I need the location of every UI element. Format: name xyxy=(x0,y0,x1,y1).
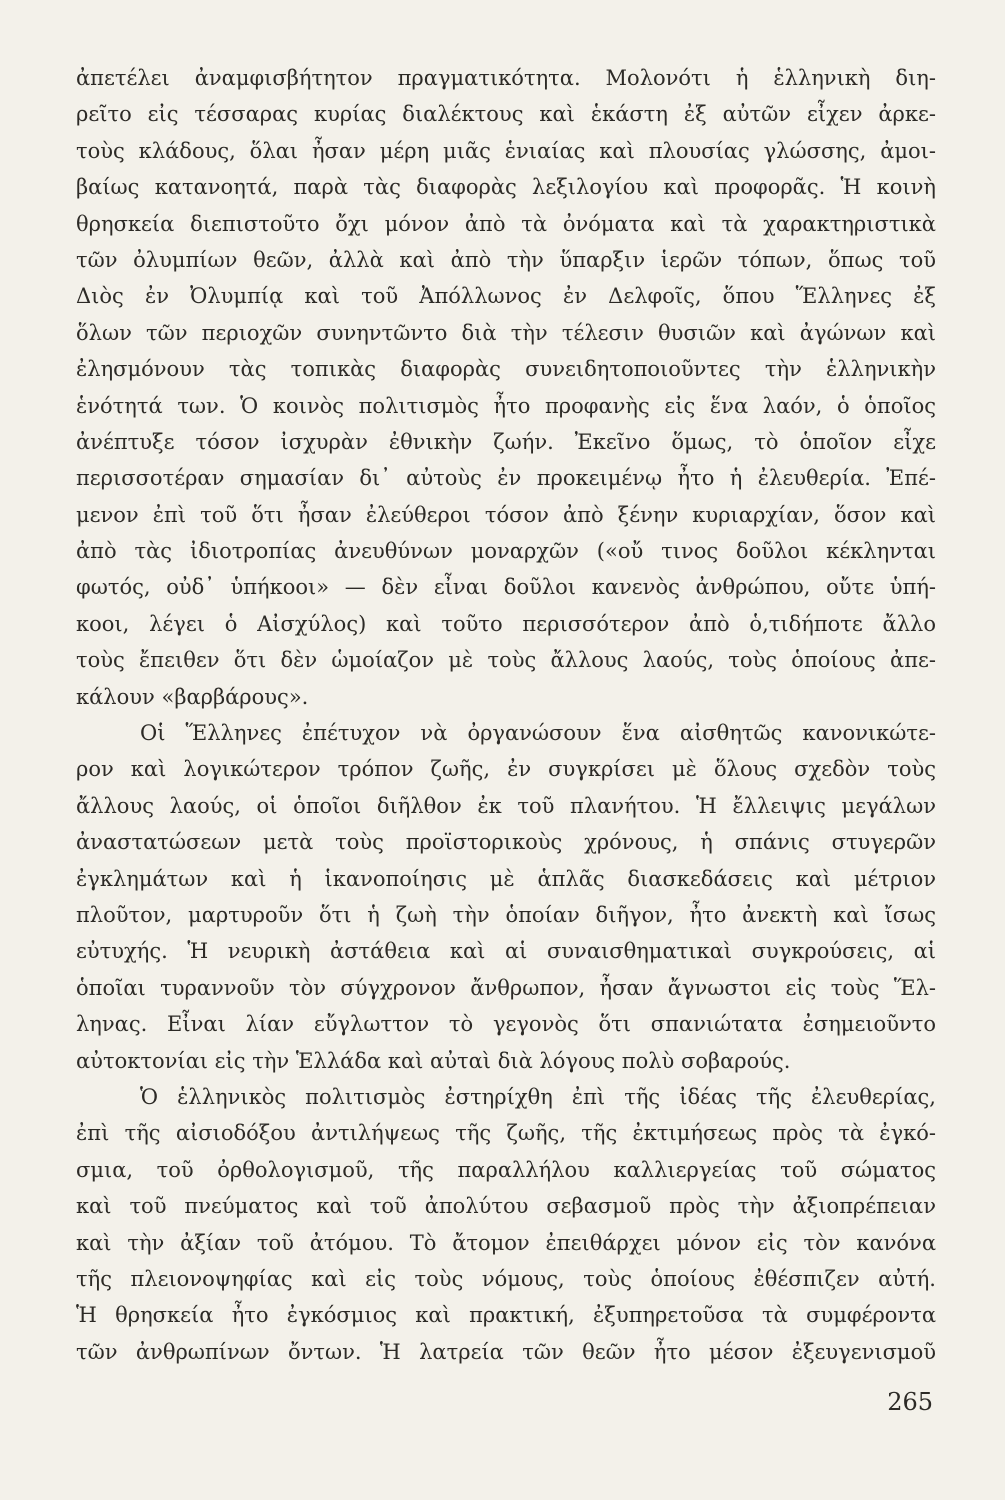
text-line: Ὁ ἑλληνικὸς πολιτισμὸς ἐστηρίχθη ἐπὶ τῆς ἰδέας τῆς ἐλευθερίας, xyxy=(140,1084,936,1109)
text-line: περισσοτέραν σημασίαν δι᾽ αὐτοὺς ἐν προκειμένῳ ἦτο ἡ ἐλευθερία. Ἐπέ- xyxy=(76,466,936,491)
text-line: ρον καὶ λογικώτερον τρόπον ζωῆς, ἐν συγκρίσει μὲ ὅλους σχεδὸν τοὺς xyxy=(76,757,936,782)
text-line: βαίως κατανοητά, παρὰ τὰς διαφορὰς λεξιλογίου καὶ προφορᾶς. Ἡ κοινὴ xyxy=(76,175,936,200)
text-line: τοὺς ἔπειθεν ὅτι δὲν ὡμοίαζον μὲ τοὺς ἄλλους λαούς, τοὺς ὁποίους ἀπε- xyxy=(76,648,936,673)
text-line: ἐλησμόνουν τὰς τοπικὰς διαφορὰς συνειδητοποιοῦντες τὴν ἑλληνικὴν xyxy=(76,357,936,382)
text-line: τῶν ἀνθρωπίνων ὄντων. Ἡ λατρεία τῶν θεῶν ἦτο μέσον ἐξευγενισμοῦ xyxy=(76,1339,936,1364)
text-line: πλοῦτον, μαρτυροῦν ὅτι ἡ ζωὴ τὴν ὁποίαν διῆγον, ἦτο ἀνεκτὴ καὶ ἴσως xyxy=(76,902,936,927)
text-line: Διὸς ἐν Ὀλυμπίᾳ καὶ τοῦ Ἀπόλλωνος ἐν Δελφοῖς, ὅπου Ἕλληνες ἐξ xyxy=(76,284,936,309)
text-line: σμια, τοῦ ὀρθολογισμοῦ, τῆς παραλλήλου καλλιεργείας τοῦ σώματος xyxy=(76,1157,936,1182)
page-number: 265 xyxy=(887,1388,933,1416)
text-line: ἀνέπτυξε τόσον ἰσχυρὰν ἐθνικὴν ζωήν. Ἐκεῖνο ὅμως, τὸ ὁποῖον εἶχε xyxy=(76,429,936,454)
text-line: κοοι, λέγει ὁ Αἰσχύλος) καὶ τοῦτο περισσότερον ἀπὸ ὁ,τιδήποτε ἄλλο xyxy=(76,611,936,636)
text-line: φωτός, οὐδ᾽ ὑπήκοοι» — δὲν εἶναι δοῦλοι κανενὸς ἀνθρώπου, οὔτε ὑπή- xyxy=(76,575,936,600)
text-line: τῆς πλειονοψηφίας καὶ εἰς τοὺς νόμους, τοὺς ὁποίους ἐθέσπιζεν αὐτή. xyxy=(76,1266,936,1291)
text-line: ἄλλους λαούς, οἱ ὁποῖοι διῆλθον ἐκ τοῦ πλανήτου. Ἡ ἔλλειψις μεγάλων xyxy=(76,793,936,818)
text-line: θρησκεία διεπιστοῦτο ὄχι μόνον ἀπὸ τὰ ὀνόματα καὶ τὰ χαρακτηριστικὰ xyxy=(76,211,936,236)
text-line: ἀναστατώσεων μετὰ τοὺς προϊστορικοὺς χρόνους, ἡ σπάνις στυγερῶν xyxy=(76,830,936,855)
text-line: καὶ τοῦ πνεύματος καὶ τοῦ ἀπολύτου σεβασμοῦ πρὸς τὴν ἀξιοπρέπειαν xyxy=(76,1194,936,1219)
text-line: Οἱ Ἕλληνες ἐπέτυχον νὰ ὀργανώσουν ἕνα αἰσθητῶς κανονικώτε- xyxy=(140,721,936,746)
text-line: ἀπετέλει ἀναμφισβήτητον πραγματικότητα. Μολονότι ἡ ἑλληνικὴ διη- xyxy=(76,66,936,90)
text-line: ὁποῖαι τυραννοῦν τὸν σύγχρονον ἄνθρωπον, ἦσαν ἄγνωστοι εἰς τοὺς Ἕλ- xyxy=(76,975,936,1000)
text-line: Ἡ θρησκεία ἦτο ἐγκόσμιος καὶ πρακτική, ἐξυπηρετοῦσα τὰ συμφέροντα xyxy=(76,1303,936,1328)
text-line: ἐπὶ τῆς αἰσιοδόξου ἀντιλήψεως τῆς ζωῆς, τῆς ἐκτιμήσεως πρὸς τὰ ἐγκό- xyxy=(76,1121,936,1146)
text-line: ληνας. Εἶναι λίαν εὔγλωττον τὸ γεγονὸς ὅτι σπανιώτατα ἐσημειοῦντο xyxy=(76,1012,936,1037)
text-line: ἑνότητά των. Ὁ κοινὸς πολιτισμὸς ἦτο προφανὴς εἰς ἕνα λαόν, ὁ ὁποῖος xyxy=(76,393,936,418)
text-line: ὅλων τῶν περιοχῶν συνηντῶντο διὰ τὴν τέλεσιν θυσιῶν καὶ ἀγώνων καὶ xyxy=(76,320,936,345)
text-line: ἀπὸ τὰς ἰδιοτροπίας ἀνευθύνων μοναρχῶν («οὔ τινος δοῦλοι κέκληνται xyxy=(76,539,936,564)
text-line: αὐτοκτονίαι εἰς τὴν Ἑλλάδα καὶ αὐταὶ διὰ λόγους πολὺ σοβαρούς. xyxy=(76,1048,791,1073)
text-line: τοὺς κλάδους, ὅλαι ἦσαν μέρη μιᾶς ἑνιαίας καὶ πλουσίας γλώσσης, ἀμοι- xyxy=(76,138,936,163)
text-line: καὶ τὴν ἀξίαν τοῦ ἀτόμου. Τὸ ἄτομον ἐπειθάρχει μόνον εἰς τὸν κανόνα xyxy=(76,1230,936,1255)
text-line: ρεῖτο εἰς τέσσαρας κυρίας διαλέκτους καὶ ἑκάστη ἐξ αὐτῶν εἶχεν ἀρκε- xyxy=(76,102,936,127)
page-body-text xyxy=(76,60,936,1370)
text-line: εὐτυχής. Ἡ νευρικὴ ἀστάθεια καὶ αἱ συναισθηματικαὶ συγκρούσεις, αἱ xyxy=(76,939,936,964)
text-line: τῶν ὀλυμπίων θεῶν, ἀλλὰ καὶ ἀπὸ τὴν ὕπαρξιν ἱερῶν τόπων, ὅπως τοῦ xyxy=(76,247,936,272)
text-line: κάλουν «βαρβάρους». xyxy=(76,684,309,709)
text-line: ἐγκλημάτων καὶ ἡ ἱκανοποίησις μὲ ἁπλᾶς διασκεδάσεις καὶ μέτριον xyxy=(76,866,936,891)
text-line: μενον ἐπὶ τοῦ ὅτι ἦσαν ἐλεύθεροι τόσον ἀπὸ ξένην κυριαρχίαν, ὅσον καὶ xyxy=(76,502,936,527)
